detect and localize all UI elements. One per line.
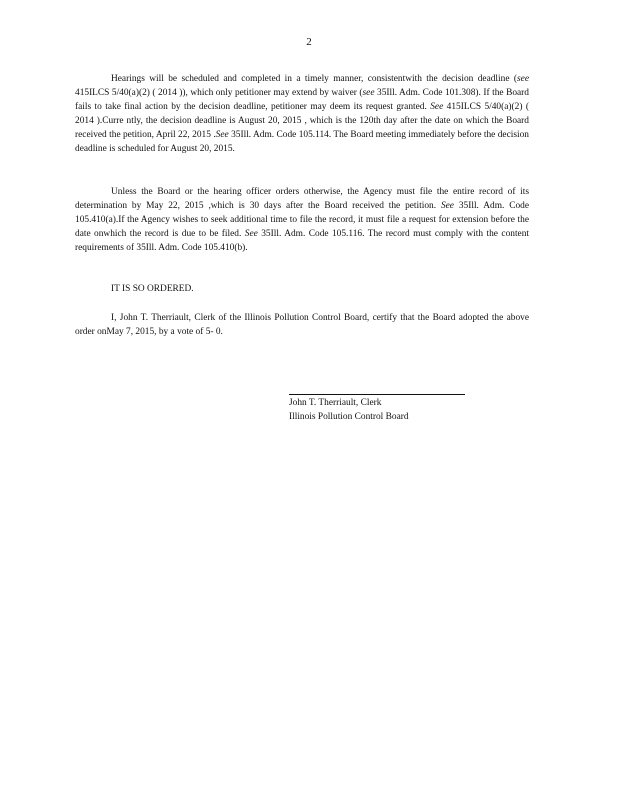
text-span: 35Ill. Adm. Code 105.116. The record must comply with the content requirements of 35Ill. Adm. Code 105.410(b). xyxy=(75,229,530,253)
text-span: 415ILCS 5/40(a)(2) ( 2014 ).Curre ntly, the decision deadline is August 20, 2015 , which is the 120th day after the date on which the Board received the petition, April 22, 2015 . xyxy=(75,102,529,140)
hearing-schedule-paragraph xyxy=(75,72,529,156)
clerk-organization: Illinois Pollution Control Board xyxy=(289,412,409,422)
citation-signal: see xyxy=(362,88,375,98)
citation-signal: See xyxy=(440,201,454,211)
text-span: 35Ill. Adm. Code 105.114. The Board meeting immediately before the decision deadline is scheduled for August 20, 2015. xyxy=(75,130,529,154)
text-span: 35Ill. Adm. Code 101.308). If the Board fails to take final action by the decision deadline, petitioner may deem its request granted. xyxy=(75,88,529,112)
signature-line xyxy=(289,394,465,395)
clerk-name-title: John T. Therriault, Clerk xyxy=(289,398,382,408)
page-number: 2 xyxy=(306,36,312,48)
order-statement: IT IS SO ORDERED. xyxy=(111,284,194,294)
text-span: Unless the Board or the hearing officer orders otherwise, the Agency must file the entire record of its determination by May 22, 2015 ,which is 30 days after the Board received the petition. xyxy=(75,187,529,211)
citation-signal: See xyxy=(430,102,444,112)
text-span: 35Ill. Adm. Code 105.410(a).If the Agency wishes to seek additional time to file the record, it must file a request for extension before the date onwhich the record is due to be filed. xyxy=(75,201,529,239)
signature-block xyxy=(289,396,409,424)
citation-signal: See xyxy=(244,229,258,239)
record-filing-paragraph xyxy=(75,185,529,255)
citation-signal: See xyxy=(215,130,229,140)
text-span: Hearings will be scheduled and completed in a timely manner, consistentwith the decision deadline ( xyxy=(111,74,518,84)
citation-signal: see xyxy=(517,74,529,84)
clerk-certification: I, John T. Therriault, Clerk of the Illinois Pollution Control Board, certify that the Board adopted the above order onMay 7, 2015, by a vote of 5- 0. xyxy=(75,313,529,337)
text-span: 415ILCS 5/40(a)(2) ( 2014 )), which only petitioner may extend by waiver ( xyxy=(75,88,363,98)
